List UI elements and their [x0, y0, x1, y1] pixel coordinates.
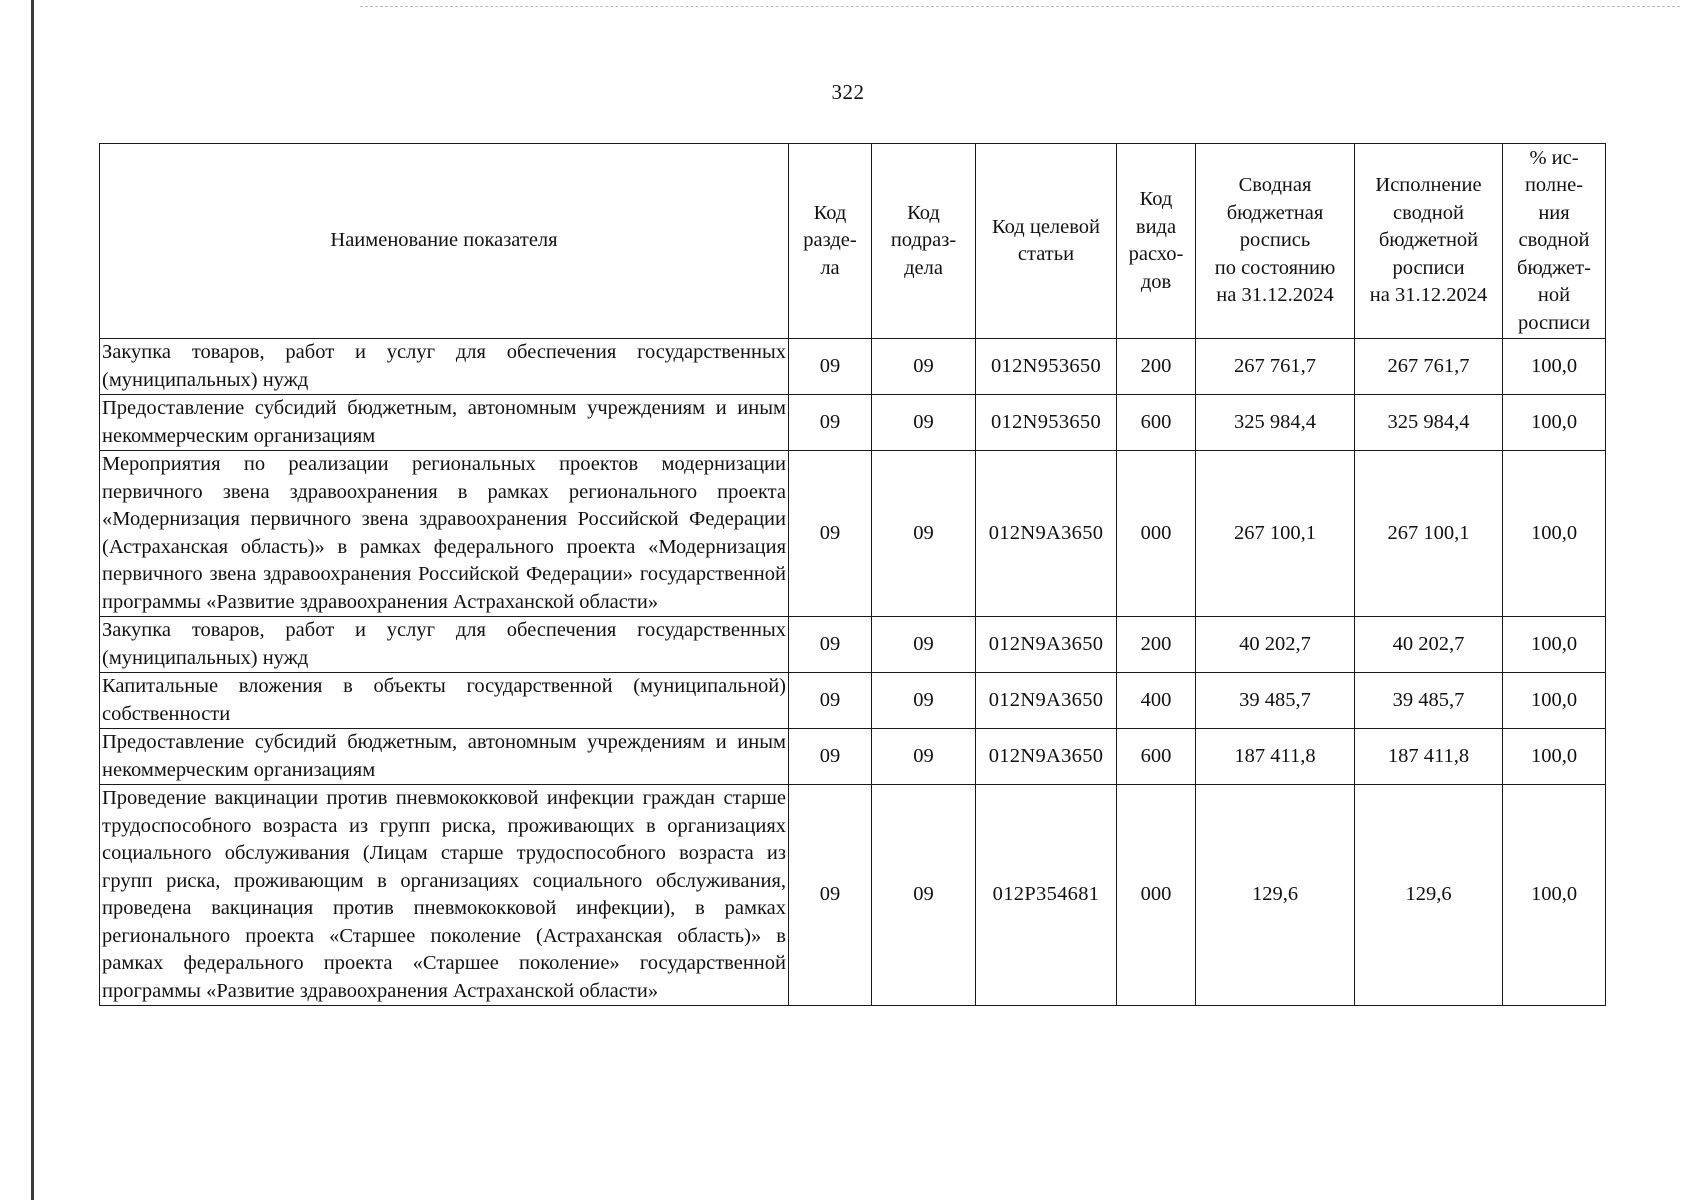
row-name: Капитальные вложения в объекты государственной (муниципальной) собственности	[100, 673, 789, 729]
row-expense-type-code: 000	[1117, 451, 1196, 617]
row-execution-amount: 267 761,7	[1355, 339, 1503, 395]
budget-execution-table	[99, 143, 1606, 1006]
row-name: Закупка товаров, работ и услуг для обеспечения государственных (муниципальных) нужд	[100, 617, 789, 673]
row-percent: 100,0	[1503, 673, 1606, 729]
row-subsection-code: 09	[872, 617, 976, 673]
row-target-code: 012N953650	[976, 339, 1117, 395]
header-subsection-code: Код подраз- дела	[872, 144, 976, 339]
row-section-code: 09	[789, 617, 872, 673]
table-row	[100, 785, 1606, 1006]
row-execution-amount: 267 100,1	[1355, 451, 1503, 617]
row-subsection-code: 09	[872, 673, 976, 729]
row-percent: 100,0	[1503, 339, 1606, 395]
row-execution-amount: 187 411,8	[1355, 729, 1503, 785]
table-header-row	[100, 144, 1606, 339]
row-subsection-code: 09	[872, 339, 976, 395]
row-plan-amount: 267 761,7	[1196, 339, 1355, 395]
row-section-code: 09	[789, 673, 872, 729]
row-plan-amount: 39 485,7	[1196, 673, 1355, 729]
header-target-code: Код целевой статьи	[976, 144, 1117, 339]
row-name: Предоставление субсидий бюджетным, автономным учреждениям и иным некоммерческим организациям	[100, 395, 789, 451]
row-plan-amount: 40 202,7	[1196, 617, 1355, 673]
row-target-code: 012N953650	[976, 395, 1117, 451]
row-plan-amount: 325 984,4	[1196, 395, 1355, 451]
table-row	[100, 395, 1606, 451]
row-name: Проведение вакцинации против пневмококковой инфекции граждан старше трудоспособного возраста из групп риска, проживающих в организациях социального обслуживания (Лицам старше трудоспособного возраста из групп риска, проживающим в организациях социального обслуживания, проведена вакцинация против пневмококковой инфекции), в рамках регионального проекта «Старшее поколение (Астраханская область)» в рамках федерального проекта «Старшее поколение» государственной программы «Развитие здравоохранения Астраханской области»	[100, 785, 789, 1006]
row-expense-type-code: 200	[1117, 617, 1196, 673]
row-expense-type-code: 600	[1117, 395, 1196, 451]
row-name: Предоставление субсидий бюджетным, автономным учреждениям и иным некоммерческим организациям	[100, 729, 789, 785]
row-percent: 100,0	[1503, 617, 1606, 673]
page-number: 322	[831, 80, 865, 104]
header-execution: Исполнение сводной бюджетной росписи на 31.12.2024	[1355, 144, 1503, 339]
row-percent: 100,0	[1503, 785, 1606, 1006]
row-execution-amount: 129,6	[1355, 785, 1503, 1006]
header-section-code: Код разде- ла	[789, 144, 872, 339]
row-percent: 100,0	[1503, 729, 1606, 785]
row-execution-amount: 40 202,7	[1355, 617, 1503, 673]
row-plan-amount: 187 411,8	[1196, 729, 1355, 785]
row-expense-type-code: 000	[1117, 785, 1196, 1006]
header-percent: % ис- полне- ния сводной бюджет- ной росписи	[1503, 144, 1606, 339]
table-row	[100, 339, 1606, 395]
row-target-code: 012N9A3650	[976, 729, 1117, 785]
row-section-code: 09	[789, 451, 872, 617]
table-row	[100, 451, 1606, 617]
row-target-code: 012N9A3650	[976, 617, 1117, 673]
row-section-code: 09	[789, 395, 872, 451]
row-execution-amount: 325 984,4	[1355, 395, 1503, 451]
header-expense-type-code: Код вида расхо- дов	[1117, 144, 1196, 339]
row-subsection-code: 09	[872, 451, 976, 617]
row-expense-type-code: 200	[1117, 339, 1196, 395]
row-subsection-code: 09	[872, 395, 976, 451]
scan-binding-edge	[31, 0, 34, 1200]
table-row	[100, 617, 1606, 673]
row-percent: 100,0	[1503, 395, 1606, 451]
row-execution-amount: 39 485,7	[1355, 673, 1503, 729]
row-plan-amount: 267 100,1	[1196, 451, 1355, 617]
row-target-code: 012P354681	[976, 785, 1117, 1006]
row-subsection-code: 09	[872, 729, 976, 785]
row-percent: 100,0	[1503, 451, 1606, 617]
row-expense-type-code: 400	[1117, 673, 1196, 729]
table-row	[100, 729, 1606, 785]
row-target-code: 012N9A3650	[976, 673, 1117, 729]
header-plan: Сводная бюджетная роспись по состоянию на 31.12.2024	[1196, 144, 1355, 339]
row-plan-amount: 129,6	[1196, 785, 1355, 1006]
row-target-code: 012N9A3650	[976, 451, 1117, 617]
row-section-code: 09	[789, 339, 872, 395]
table-row	[100, 673, 1606, 729]
row-subsection-code: 09	[872, 785, 976, 1006]
row-name: Мероприятия по реализации региональных проектов модернизации первичного звена здравоохранения в рамках регионального проекта «Модернизация первичного звена здравоохранения Российской Федерации (Астраханская область)» в рамках федерального проекта «Модернизация первичного звена здравоохранения Российской Федерации» государственной программы «Развитие здравоохранения Астраханской области»	[100, 451, 789, 617]
row-section-code: 09	[789, 729, 872, 785]
row-section-code: 09	[789, 785, 872, 1006]
row-expense-type-code: 600	[1117, 729, 1196, 785]
row-name: Закупка товаров, работ и услуг для обеспечения государственных (муниципальных) нужд	[100, 339, 789, 395]
header-name: Наименование показателя	[100, 144, 789, 339]
scan-top-edge	[360, 6, 1680, 8]
